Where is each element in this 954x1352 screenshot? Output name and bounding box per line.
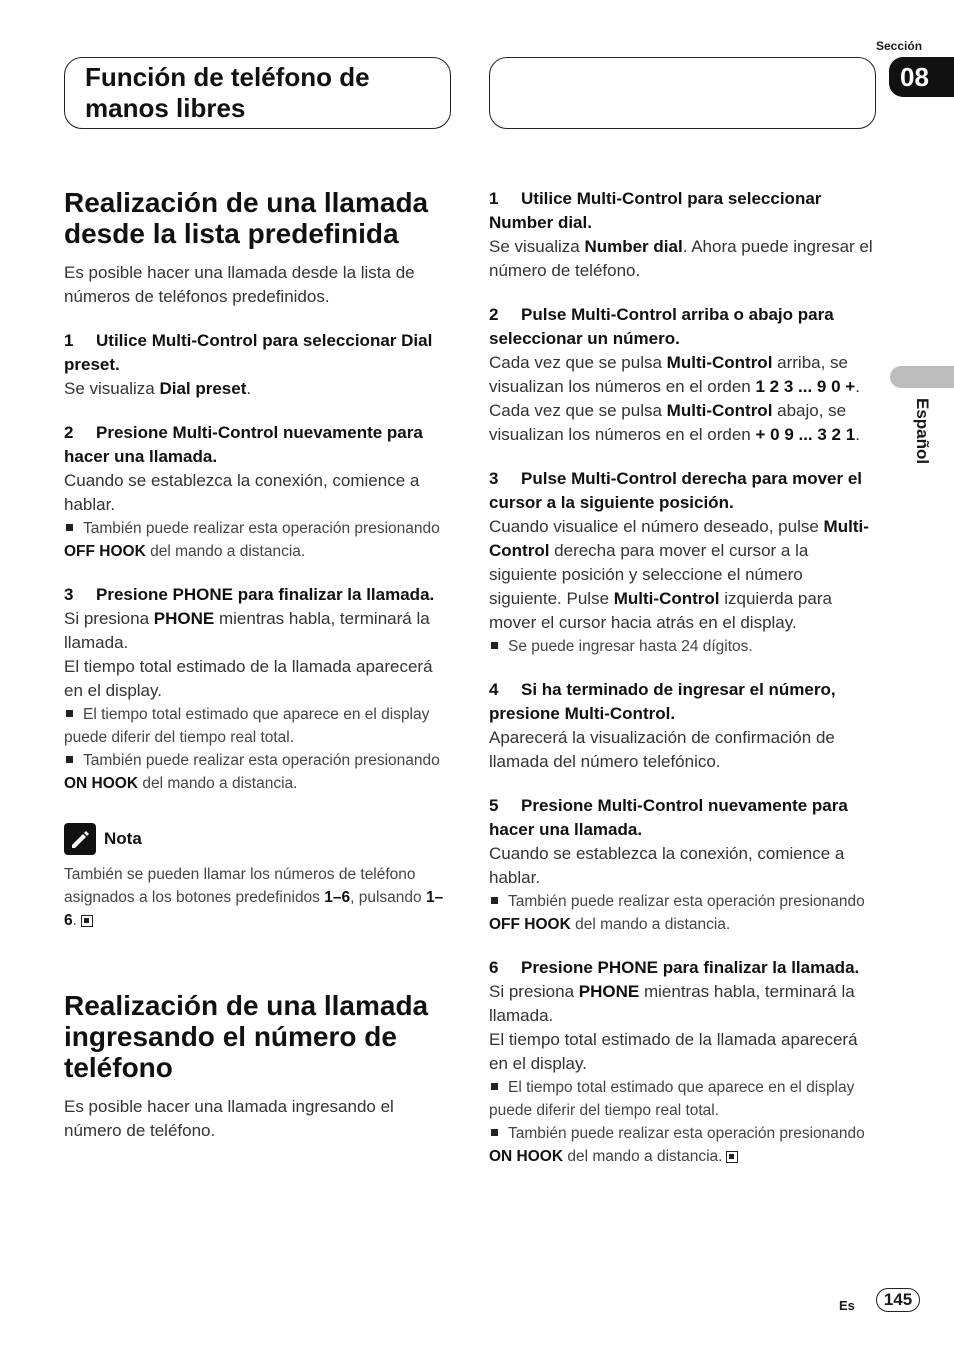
section-1-intro: Es posible hacer una llamada desde la lista de números de teléfonos predefinidos. <box>64 263 415 306</box>
section-label: Sección <box>876 39 923 53</box>
step-text: Se visualiza Dial preset. <box>64 379 252 398</box>
section-2-title: Realización de una llamada ingresando el número de teléfono <box>64 990 429 1083</box>
step-heading: 3 Pulse Multi-Control derecha para mover el cursor a la siguiente posición. <box>489 469 863 512</box>
header-empty-box <box>489 57 876 129</box>
step-heading: 1 Utilice Multi-Control para seleccionar Dial preset. <box>64 331 433 374</box>
step-text: Si presiona PHONE mientras habla, terminará la llamada. <box>64 609 430 652</box>
step-text: El tiempo total estimado de la llamada aparecerá en el display. <box>489 1030 858 1073</box>
step-heading: 2 Presione Multi-Control nuevamente para hacer una llamada. <box>64 423 423 466</box>
note-text: También se pueden llamar los números de teléfono asignados a los botones predefinidos 1–6, pulsando 1–6. <box>64 866 444 929</box>
step-heading: 2 Pulse Multi-Control arriba o abajo para seleccionar un número. <box>489 305 834 348</box>
note-pencil-icon <box>64 823 96 855</box>
step-heading: 6 Presione PHONE para finalizar la llamada. <box>489 958 860 977</box>
step-text: Cuando se establezca la conexión, comience a hablar. <box>64 471 420 514</box>
end-mark-icon <box>81 915 93 927</box>
end-mark-icon <box>726 1151 738 1163</box>
bullet-square-icon <box>66 756 73 763</box>
bullet-square-icon <box>491 1083 498 1090</box>
step-text: El tiempo total estimado de la llamada aparecerá en el display. <box>64 657 433 700</box>
bullet-item: El tiempo total estimado que aparece en el display puede diferir del tiempo real total. <box>64 706 430 746</box>
bullet-item: También puede realizar esta operación presionando OFF HOOK del mando a distancia. <box>64 520 440 560</box>
step-heading: 1 Utilice Multi-Control para seleccionar Number dial. <box>489 189 822 232</box>
header-title: Función de teléfono de manos libres <box>85 62 370 123</box>
header-title-box <box>64 57 451 129</box>
bullet-square-icon <box>66 710 73 717</box>
step-text: Cada vez que se pulsa Multi-Control arriba, se visualizan los números en el orden 1 2 3 ... 9 0 +. Cada vez que se pulsa Multi-Control abajo, se visualizan los números en el orden + 0 9 ... 3 2 1. <box>489 353 860 444</box>
bullet-item: También puede realizar esta operación presionando OFF HOOK del mando a distancia. <box>489 893 865 933</box>
language-label: Español <box>913 398 932 465</box>
section-1-title: Realización de una llamada desde la lista predefinida <box>64 187 429 249</box>
step-text: Aparecerá la visualización de confirmación de llamada del número telefónico. <box>489 728 835 771</box>
step-text: Cuando visualice el número deseado, pulse Multi-Control derecha para mover el cursor a la siguiente posición y seleccione el número siguiente. Pulse Multi-Control izquierda para mover el cursor hacia atrás en el display. <box>489 517 869 632</box>
bullet-square-icon <box>491 642 498 649</box>
note-label: Nota <box>104 829 142 848</box>
bullet-square-icon <box>491 897 498 904</box>
step-text: Si presiona PHONE mientras habla, terminará la llamada. <box>489 982 855 1025</box>
language-tab <box>890 366 954 388</box>
left-column <box>64 187 454 1143</box>
page-number: 145 <box>876 1288 920 1312</box>
bullet-item: También puede realizar esta operación presionando ON HOOK del mando a distancia. <box>489 1125 865 1165</box>
section-2-intro: Es posible hacer una llamada ingresando el número de teléfono. <box>64 1097 394 1140</box>
step-heading: 5 Presione Multi-Control nuevamente para hacer una llamada. <box>489 796 848 839</box>
step-heading: 4 Si ha terminado de ingresar el número, presione Multi-Control. <box>489 680 836 723</box>
bullet-item: Se puede ingresar hasta 24 dígitos. <box>489 635 879 658</box>
step-text: Se visualiza Number dial. Ahora puede ingresar el número de teléfono. <box>489 237 873 280</box>
note-heading <box>64 823 454 855</box>
step-text: Cuando se establezca la conexión, comience a hablar. <box>489 844 845 887</box>
footer-language-code: Es <box>839 1298 855 1313</box>
right-column <box>489 187 879 1168</box>
bullet-square-icon <box>66 524 73 531</box>
step-heading: 3 Presione PHONE para finalizar la llamada. <box>64 585 435 604</box>
bullet-item: También puede realizar esta operación presionando ON HOOK del mando a distancia. <box>64 752 440 792</box>
section-number: 08 <box>889 57 954 97</box>
bullet-item: El tiempo total estimado que aparece en el display puede diferir del tiempo real total. <box>489 1079 855 1119</box>
bullet-square-icon <box>491 1129 498 1136</box>
